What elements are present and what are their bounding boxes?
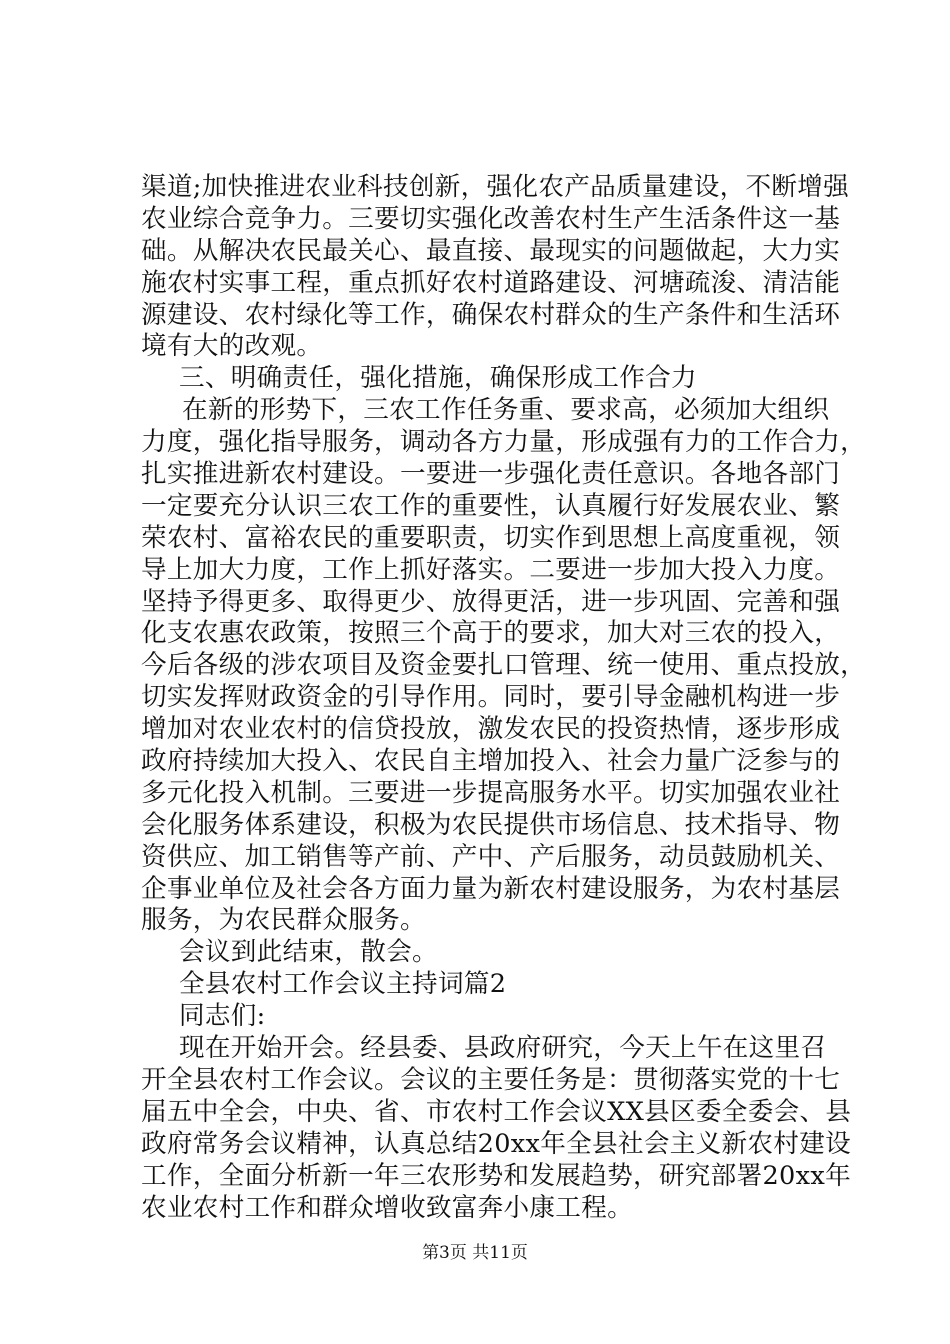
salutation: 同志们: <box>179 1001 266 1032</box>
text-line: 多元化投入机制。三要进一步提高服务水平。切实加强农业社 <box>141 777 841 808</box>
text-line: 会化服务体系建设，积极为农民提供市场信息、技术指导、物 <box>141 809 841 840</box>
text-line: 政府持续加大投入、农民自主增加投入、社会力量广泛参与的 <box>141 746 841 777</box>
text-line: 农业农村工作和群众增收致富奔小康工程。 <box>141 1192 633 1223</box>
text-line: 渠道;加快推进农业科技创新，强化农产品质量建设，不断增强 <box>141 172 850 202</box>
text-line: 施农村实事工程，重点抓好农村道路建设、河塘疏浚、清洁能 <box>141 267 841 298</box>
text-line: 现在开始开会。经县委、县政府研究，今天上午在这里召 <box>179 1033 827 1064</box>
text-line: 源建设、农村绿化等工作，确保农村群众的生产条件和生活环 <box>141 299 841 330</box>
text-line: 础。从解决农民最关心、最直接、最现实的问题做起，大力实 <box>141 235 841 266</box>
section-heading: 三、明确责任，强化措施，确保形成工作合力 <box>179 363 697 394</box>
text-line: 开全县农村工作会议。会议的主要任务是：贯彻落实党的十七 <box>141 1064 841 1095</box>
text-line: 服务，为农民群众服务。 <box>141 905 426 936</box>
text-line: 政府常务会议精神，认真总结20xx年全县社会主义新农村建设 <box>141 1128 851 1159</box>
text-line: 企事业单位及社会各方面力量为新农村建设服务，为农村基层 <box>141 873 841 904</box>
text-line: 力度，强化指导服务，调动各方力量，形成强有力的工作合力， <box>141 427 867 458</box>
text-line: 农业综合竞争力。三要切实强化改善农村生产生活条件这一基 <box>141 203 841 234</box>
text-line: 今后各级的涉农项目及资金要扎口管理、统一使用、重点投放， <box>141 650 867 681</box>
section-title: 全县农村工作会议主持词篇2 <box>179 969 507 1000</box>
text-line: 增加对农业农村的信贷投放，激发农民的投资热情，逐步形成 <box>141 714 841 745</box>
text-line: 化支农惠农政策，按照三个高于的要求，加大对三农的投入， <box>141 618 841 649</box>
document-body <box>141 172 867 1224</box>
text-line: 导上加大力度，工作上抓好落实。二要进一步加大投入力度。 <box>141 554 841 585</box>
text-line: 切实发挥财政资金的引导作用。同时，要引导金融机构进一步 <box>141 682 841 713</box>
text-line: 资供应、加工销售等产前、产中、产后服务，动员鼓励机关、 <box>141 841 841 872</box>
text-line: 会议到此结束，散会。 <box>179 937 438 968</box>
text-line: 一定要充分认识三农工作的重要性，认真履行好发展农业、繁 <box>141 490 841 521</box>
text-line: 在新的形势下，三农工作任务重、要求高，必须加大组织 <box>182 395 830 426</box>
text-line: 扎实推进新农村建设。一要进一步强化责任意识。各地各部门 <box>141 459 841 490</box>
text-line: 届五中全会，中央、省、市农村工作会议XX县区委全委会、县 <box>141 1096 852 1127</box>
text-line: 境有大的改观。 <box>141 331 323 362</box>
text-line: 荣农村、富裕农民的重要职责，切实作到思想上高度重视，领 <box>141 522 841 553</box>
text-line: 坚持予得更多、取得更少、放得更活，进一步巩固、完善和强 <box>141 586 841 617</box>
page-number: 第3页 共11页 <box>422 1243 528 1263</box>
text-line: 工作，全面分析新一年三农形势和发展趋势，研究部署20xx年 <box>141 1160 851 1191</box>
